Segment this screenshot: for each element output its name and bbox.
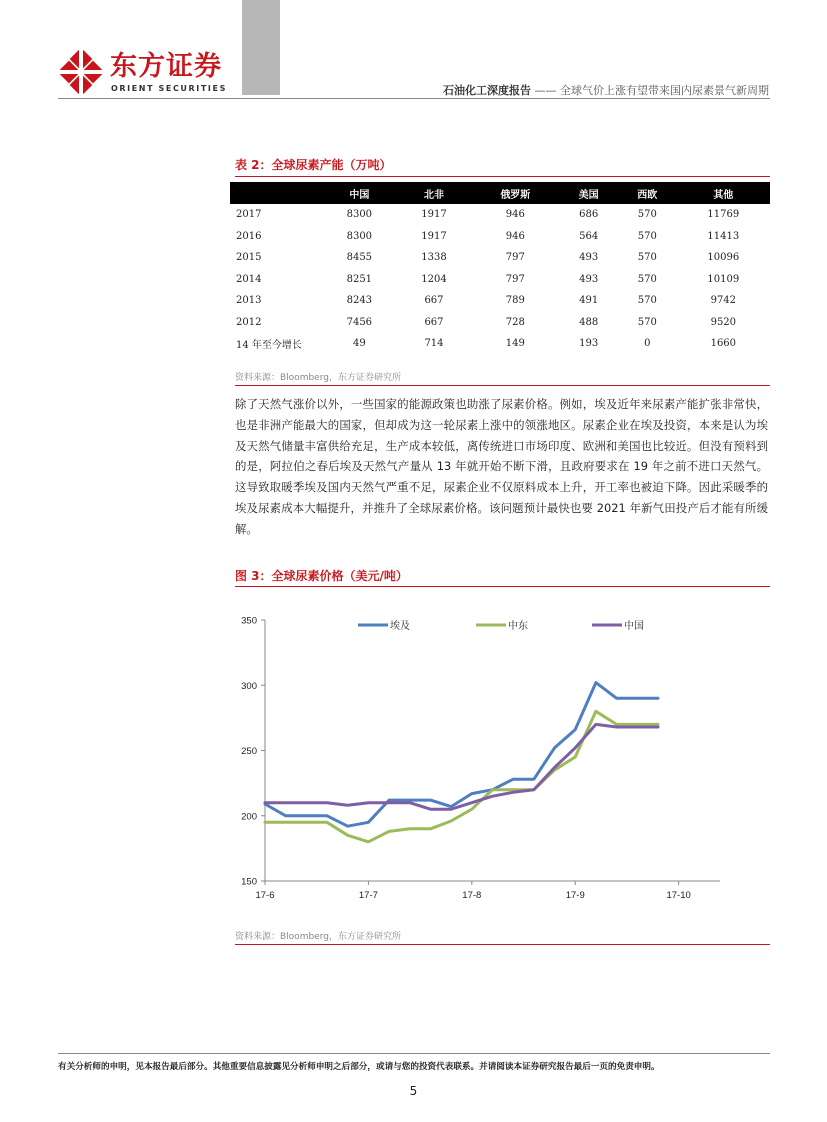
table-cell: 1204 [421,273,447,285]
logo-text-en: ORIENT SECURITIES [111,84,227,93]
table-cell: 10096 [707,252,740,264]
table-cell: 570 [637,295,657,307]
table-cell: 8251 [346,273,373,285]
y-tick-label: 150 [241,876,257,888]
table-cell: 149 [505,338,525,350]
table-cell: 10109 [707,273,740,285]
table-cell: 570 [637,209,657,221]
legend-label: 中东 [508,621,528,632]
table-cell: 2016 [236,230,262,242]
footer-divider [58,1053,770,1054]
table-header-cell: 美国 [559,182,618,204]
footer-disclaimer: 有关分析师的申明，见本报告最后部分。其他重要信息披露见分析师申明之后部分，或请与您的投资代表联系。并请阅读本证券研究报告最后一页的免责申明。 [58,1062,660,1072]
table2-bottom-rule [235,385,770,386]
table-cell: 1917 [421,209,447,221]
table-header-row [230,182,770,204]
table2-title-rule [235,176,770,177]
table-cell: 9742 [710,295,737,307]
table-cell: 14 年至今增长 [236,340,302,352]
table-cell: 2012 [236,316,262,328]
table-header-cell: 西欧 [618,182,677,204]
figure3-title-rule [235,586,770,587]
figure3-bottom-rule [235,944,770,945]
table-row [230,290,770,312]
table-header-cell [230,182,322,204]
x-tick-label: 17-7 [358,890,378,901]
report-title: 全球气价上涨有望带来国内尿素景气新周期 [560,84,769,97]
table-cell: 2014 [236,273,262,285]
table-header-cell: 俄罗斯 [471,182,559,204]
logo-text-cn: 东方证券 [110,51,222,82]
table-cell: 8243 [346,295,373,307]
y-tick-label: 200 [241,811,257,823]
table-cell: 11413 [707,230,740,242]
table-cell: 1338 [421,252,447,264]
table-cell: 570 [637,252,657,264]
table-cell: 570 [637,316,657,328]
report-type: 石油化工深度报告 [443,84,531,97]
y-tick-label: 350 [241,615,257,627]
table-cell: 8300 [346,209,373,221]
legend-label: 埃及 [390,621,410,632]
figure3-title: 图 3：全球尿素价格（美元/吨） [235,569,408,583]
series-line-中国 [265,724,658,809]
table-cell: 570 [637,230,657,242]
table-row [230,204,770,226]
table-cell: 667 [424,316,444,328]
x-tick-label: 17-8 [462,890,482,901]
urea-price-chart [230,598,770,928]
y-tick-label: 300 [241,680,257,692]
table-cell: 488 [579,316,599,328]
header-report-title [443,82,769,98]
capacity-table [230,182,770,355]
table-cell: 11769 [707,209,740,221]
table-header-cell: 其他 [677,182,770,204]
table-cell: 2013 [236,295,262,307]
table-cell: 493 [579,273,599,285]
table-cell: 728 [505,316,525,328]
orient-logo-icon [58,50,104,94]
table-cell: 491 [579,295,599,307]
table-cell: 8455 [346,252,373,264]
x-tick-label: 17-6 [255,890,275,901]
table-cell: 564 [579,230,599,242]
table-cell: 789 [505,295,525,307]
table-row [230,247,770,269]
table-cell: 0 [644,338,651,350]
table-header-cell: 中国 [322,182,397,204]
body-paragraph [235,394,768,540]
table-cell: 2015 [236,252,262,264]
table-cell: 797 [505,273,525,285]
x-tick-label: 17-9 [565,890,585,901]
table-cell: 797 [505,252,525,264]
y-tick-label: 250 [241,746,257,757]
table-cell: 946 [505,209,525,221]
table-header-cell: 北非 [397,182,472,204]
figure3-source: 资料来源：Bloomberg，东方证券研究所 [235,932,401,942]
table-cell: 193 [579,338,599,350]
header-divider [58,98,770,99]
table-row [230,226,770,248]
table-row [230,269,770,291]
table-cell: 1660 [710,338,737,350]
page-number: 5 [409,1084,418,1098]
table2-source: 资料来源：Bloomberg，东方证券研究所 [235,373,401,383]
x-tick-label: 17-10 [666,890,691,901]
series-line-中东 [265,711,658,842]
table-cell: 686 [579,209,599,221]
table-cell: 570 [637,273,657,285]
table-cell: 946 [505,230,525,242]
title-separator: —— [531,84,560,97]
table-cell: 714 [424,338,444,350]
table-cell: 493 [579,252,599,264]
table-cell: 2017 [236,209,262,221]
table-cell: 49 [352,338,366,350]
table2-title: 表 2：全球尿素产能（万吨） [235,158,392,172]
paragraph-text: 除了天然气涨价以外，一些国家的能源政策也助涨了尿素价格。例如，埃及近年来尿素产能扩张非常快，也是非洲产能最大的国家，但却成为这一轮尿素上涨中的领涨地区。尿素企业在埃及投资，本来是认为埃及天然气储量丰富供给充足，生产成本较低，离传统进口市场印度、欧洲和美国也比较近。但没有预料到的是，阿拉伯之春后埃及天然气产量从 13 年就开始不断下滑，且政府要求在 19 年之前不进口天然气。这导致取暖季埃及国内天然气严重不足，尿素企业不仅原料成本上升，开工率也被迫下降。因此采暖季的埃及尿素成本大幅提升，并推升了全球尿素价格。该问题预计最快也要 2021 年新气田投产后才能有所缓解。 [235,397,768,536]
header-grey-bar [242,0,280,95]
table-cell: 9520 [710,316,737,328]
legend-label: 中国 [624,621,644,632]
table-row [230,333,770,355]
table-cell: 1917 [421,230,447,242]
table-cell: 667 [424,295,444,307]
table-cell: 8300 [346,230,373,242]
table-row [230,312,770,334]
table-cell: 7456 [346,316,373,328]
